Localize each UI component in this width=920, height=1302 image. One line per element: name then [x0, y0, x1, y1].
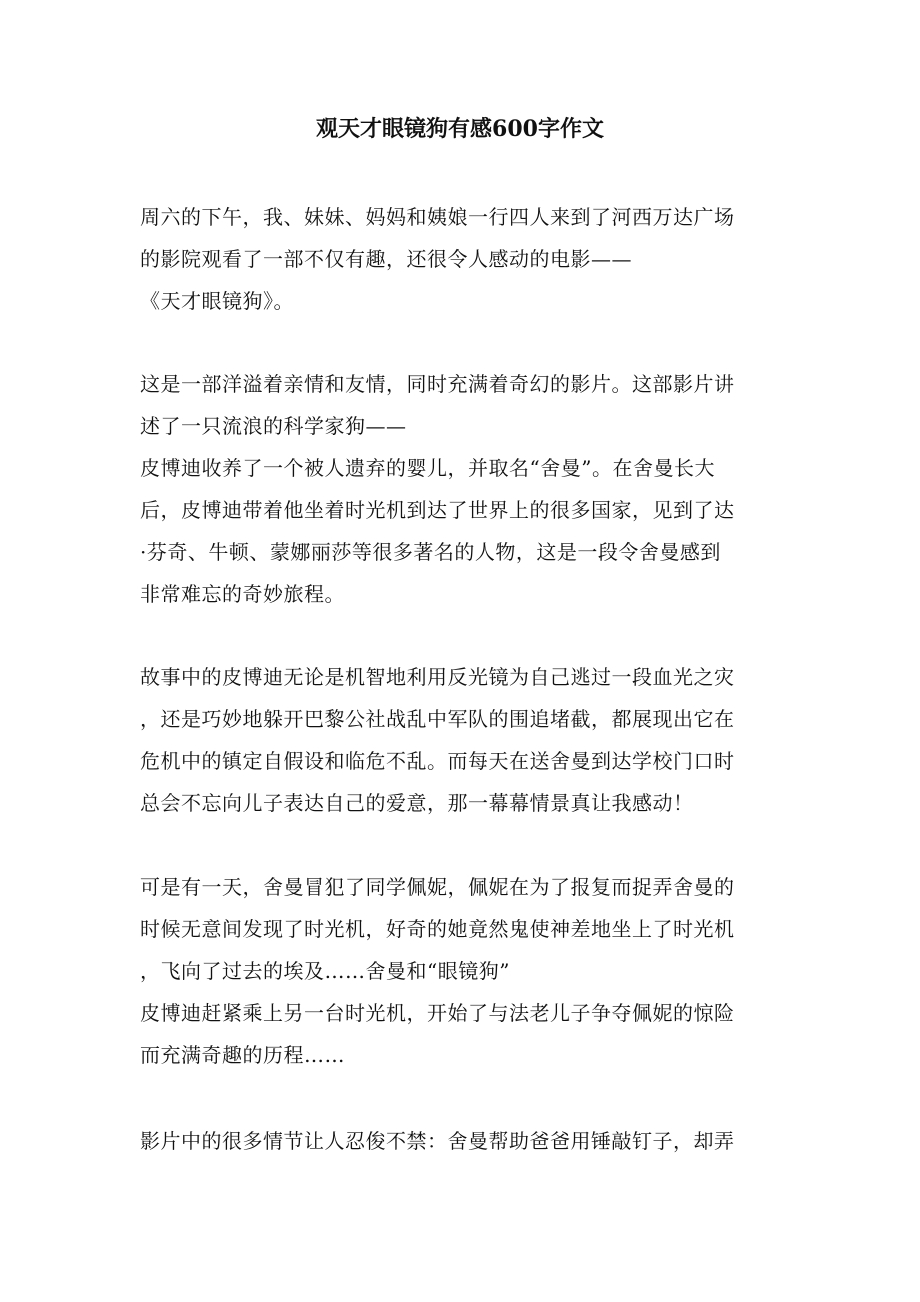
text-line: 述了一只流浪的科学家狗——: [140, 414, 407, 438]
paragraph-5: [140, 1120, 770, 1162]
text-line: 危机中的镇定自假设和临危不乱。而每天在送舍曼到达学校门口时: [140, 749, 735, 773]
text-line: 皮博迪收养了一个被人遗弃的婴儿，并取名“舍曼”。在舍曼长大: [140, 456, 715, 480]
text-line: 可是有一天，舍曼冒犯了同学佩妮，佩妮在为了报复而捉弄舍曼的: [140, 875, 735, 899]
text-line: 《天才眼镜狗》。: [140, 289, 294, 313]
text-line: ，飞向了过去的埃及……舍曼和“眼镜狗”: [140, 959, 510, 983]
text-line: 的影院观看了一部不仅有趣，还很令人感动的电影——: [140, 247, 632, 271]
text-line: 皮博迪赶紧乘上另一台时光机，开始了与法老儿子争夺佩妮的惊险: [140, 1001, 735, 1025]
paragraph-4: [140, 866, 770, 1076]
paragraph-2: [140, 363, 770, 615]
text-line: ，还是巧妙地躲开巴黎公社战乱中军队的围追堵截，都展现出它在: [140, 707, 735, 731]
paragraph-3: [140, 656, 770, 824]
text-line: 而充满奇趣的历程……: [140, 1043, 345, 1067]
text-line: 总会不忘向儿子表达自己的爱意，那一幕幕情景真让我感动！: [140, 791, 694, 815]
text-line: 非常难忘的奇妙旅程。: [140, 582, 345, 606]
text-line: 后，皮博迪带着他坐着时光机到达了世界上的很多国家，见到了达: [140, 498, 735, 522]
text-line: ·芬奇、牛顿、蒙娜丽莎等很多著名的人物，这是一段令舍曼感到: [140, 540, 721, 564]
text-line: 周六的下午，我、妹妹、妈妈和姨娘一行四人来到了河西万达广场: [140, 205, 735, 229]
text-line: 这是一部洋溢着亲情和友情，同时充满着奇幻的影片。这部影片讲: [140, 372, 735, 396]
paragraph-1: [140, 196, 770, 322]
text-line: 时候无意间发现了时光机，好奇的她竟然鬼使神差地坐上了时光机: [140, 917, 735, 941]
text-line: 影片中的很多情节让人忍俊不禁：舍曼帮助爸爸用锤敲钉子，却弄: [140, 1129, 735, 1153]
document-title: 观天才眼镜狗有感600字作文: [316, 116, 604, 142]
text-line: 故事中的皮博迪无论是机智地利用反光镜为自己逃过一段血光之灾: [140, 665, 735, 689]
